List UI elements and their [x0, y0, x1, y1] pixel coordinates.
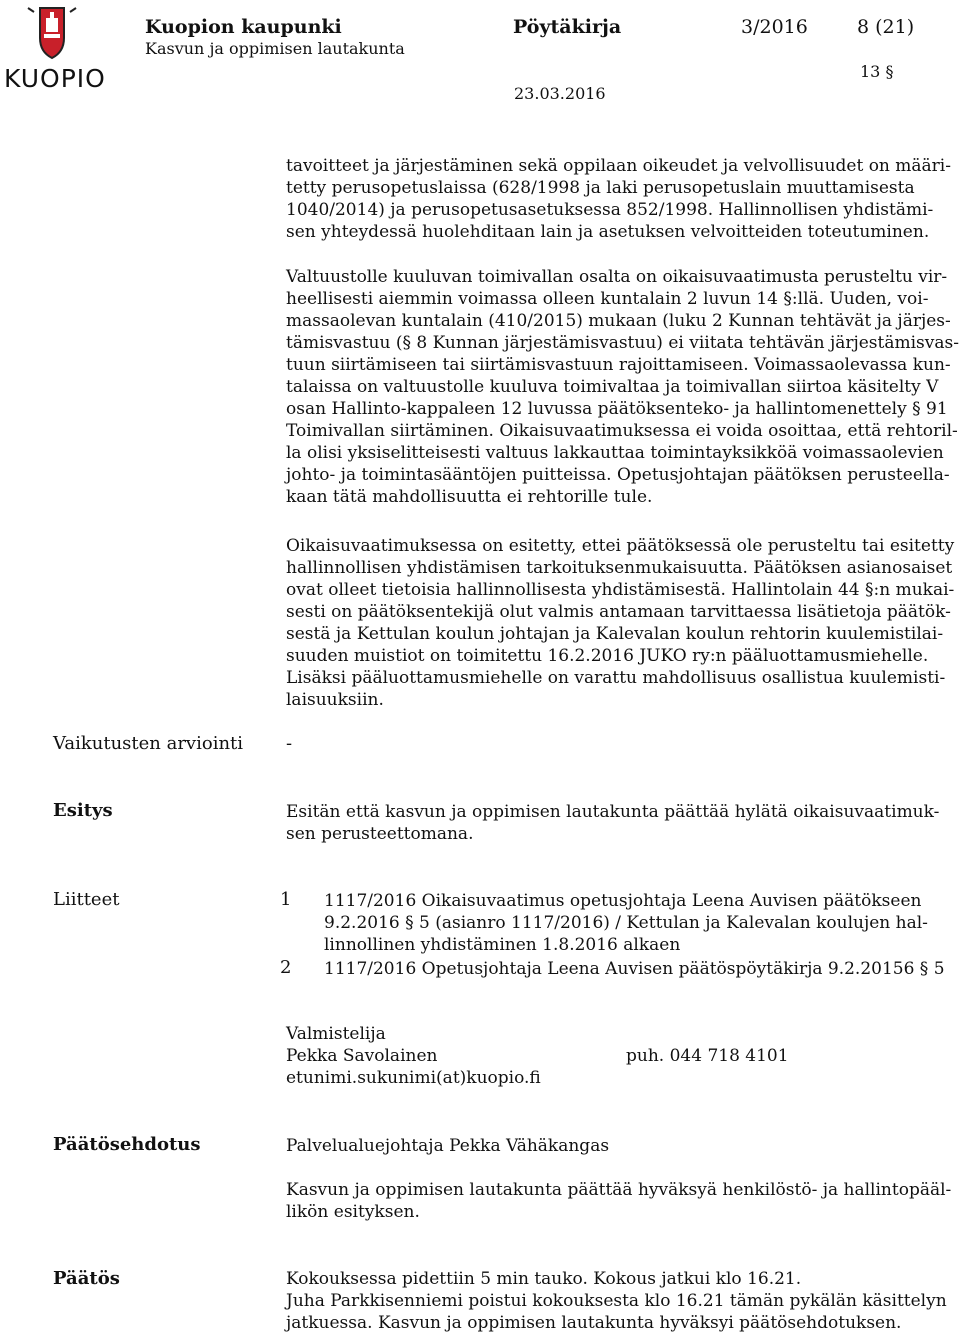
preparer-name: Pekka Savolainen — [286, 1046, 438, 1066]
text-line: la olisi yksiselitteisesti valtuus lakkauttaa toimintayksikköä voimassaolevien — [286, 443, 944, 463]
attachment-number: 2 — [280, 957, 292, 978]
text-line: sen yhteydessä huolehditaan lain ja asetuksen velvoitteiden toteutuminen. — [286, 222, 930, 242]
text-line: likön esityksen. — [286, 1202, 420, 1222]
logo-text: KUOPIO — [4, 64, 106, 93]
text-line: heellisesti aiemmin voimassa olleen kuntalain 2 luvun 14 §:llä. Uuden, voi- — [286, 289, 929, 309]
meeting-date: 23.03.2016 — [514, 84, 606, 103]
text-line: Kasvun ja oppimisen lautakunta päättää hyväksyä henkilöstö- ja hallintopääl- — [286, 1180, 952, 1200]
text-line: linnollinen yhdistäminen 1.8.2016 alkaen — [324, 935, 681, 955]
preparer-block — [286, 1023, 950, 1089]
attachment-item[interactable] — [324, 890, 944, 956]
paragraph-council-authority — [286, 266, 959, 508]
decision-label: Päätös — [53, 1268, 120, 1289]
doc-type: Pöytäkirja — [513, 16, 622, 38]
decision-proposer: Palvelualuejohtaja Pekka Vähäkangas — [286, 1136, 610, 1156]
preparer-role: Valmistelija — [286, 1024, 386, 1044]
text-line: Lisäksi pääluottamusmiehelle on varattu mahdollisuus osallistua kuulemisti- — [286, 668, 946, 688]
text-line: 1117/2016 Opetusjohtaja Leena Auvisen päätöspöytäkirja 9.2.20156 § 5 — [324, 959, 945, 979]
org-name: Kuopion kaupunki — [145, 16, 342, 38]
text-line: tetty perusopetuslaissa (628/1998 ja laki perusopetuslain muuttamisesta — [286, 178, 915, 198]
text-line: hallinnollisen yhdistämisen tarkoituksenmukaisuutta. Päätöksen asianosaiset — [286, 558, 953, 578]
section-number: 13 § — [860, 62, 894, 81]
text-line: Valtuustolle kuuluvan toimivallan osalta on oikaisuvaatimusta perusteltu vir- — [286, 267, 948, 287]
decision-text — [286, 1268, 950, 1334]
board-name: Kasvun ja oppimisen lautakunta — [145, 39, 405, 58]
doc-number: 3/2016 — [741, 16, 808, 38]
text-line: jatkuessa. Kasvun ja oppimisen lautakunta hyväksyi päätösehdotuksen. — [286, 1313, 902, 1333]
paragraph-legislation — [286, 155, 950, 243]
text-line: Toimivallan siirtäminen. Oikaisuvaatimuksessa ei voida osoittaa, että rehtoril- — [286, 421, 958, 441]
preparer-email: etunimi.sukunimi(at)kuopio.fi — [286, 1068, 541, 1088]
decision-proposal-label: Päätösehdotus — [53, 1134, 201, 1155]
text-line: sen perusteettomana. — [286, 824, 474, 844]
decision-proposal-text — [286, 1179, 950, 1223]
text-line: 1117/2016 Oikaisuvaatimus opetusjohtaja Leena Auvisen päätökseen — [324, 891, 922, 911]
text-line: massaolevan kuntalain (410/2015) mukaan (luku 2 Kunnan tehtävät ja järjes- — [286, 311, 951, 331]
text-line: 1040/2014) ja perusopetusasetuksessa 852/1998. Hallinnollisen yhdistämi- — [286, 200, 934, 220]
text-line: Kokouksessa pidettiin 5 min tauko. Kokous jatkui klo 16.21. — [286, 1269, 802, 1289]
text-line: Oikaisuvaatimuksessa on esitetty, ettei päätöksessä ole perusteltu tai esitetty — [286, 536, 955, 556]
text-line: osan Hallinto-kappaleen 12 luvussa päätöksenteko- ja hallintomenettely § 91 — [286, 399, 948, 419]
attachment-item[interactable] — [324, 958, 944, 980]
attachments-label: Liitteet — [53, 889, 120, 910]
text-line: tuun siirtämiseen tai siirtämisvastuun rajoittamiseen. Voimassaolevassa kun- — [286, 355, 951, 375]
text-line: laisuuksiin. — [286, 690, 384, 710]
proposal-label: Esitys — [53, 800, 113, 821]
text-line: 9.2.2016 § 5 (asianro 1117/2016) / Kettulan ja Kalevalan koulujen hal- — [324, 913, 928, 933]
text-line: Esitän että kasvun ja oppimisen lautakunta päättää hylätä oikaisuvaatimuk- — [286, 802, 940, 822]
page-number: 8 (21) — [857, 16, 915, 38]
text-line: sestä ja Kettulan koulun johtajan ja Kalevalan koulun rehtorin kuulemistilai- — [286, 624, 944, 644]
impact-label: Vaikutusten arviointi — [53, 733, 244, 754]
text-line: johto- ja toimintasääntöjen puitteissa. Opetusjohtajan päätöksen perusteella- — [286, 465, 950, 485]
text-line: ovat olleet tietoisia hallinnollisesta yhdistämisestä. Hallintolain 44 §:n mukai- — [286, 580, 955, 600]
paragraph-justification — [286, 535, 955, 711]
impact-value: - — [286, 733, 293, 754]
text-line: sesti on päätöksentekijä olut valmis antamaan tarvittaessa lisätietoja päätök- — [286, 602, 951, 622]
proposal-text — [286, 801, 950, 845]
attachment-number: 1 — [280, 889, 292, 910]
text-line: suuden muistiot on toimitettu 16.2.2016 JUKO ry:n pääluottamusmiehelle. — [286, 646, 929, 666]
text-line: tavoitteet ja järjestäminen sekä oppilaan oikeudet ja velvollisuudet on määri- — [286, 156, 951, 176]
text-line: kaan tätä mahdollisuutta ei rehtorille tule. — [286, 487, 653, 507]
text-line: Juha Parkkisenniemi poistui kokouksesta klo 16.21 tämän pykälän käsittelyn — [286, 1291, 947, 1311]
text-line: tämisvastuu (§ 8 Kunnan järjestämisvastuu) ei viitata tehtävän järjestämisvas- — [286, 333, 959, 353]
preparer-phone: puh. 044 718 4101 — [626, 1046, 789, 1066]
text-line: talaissa on valtuustolle kuuluva toimivaltaa ja toimivallan siirtoa käsitelty V — [286, 377, 939, 397]
